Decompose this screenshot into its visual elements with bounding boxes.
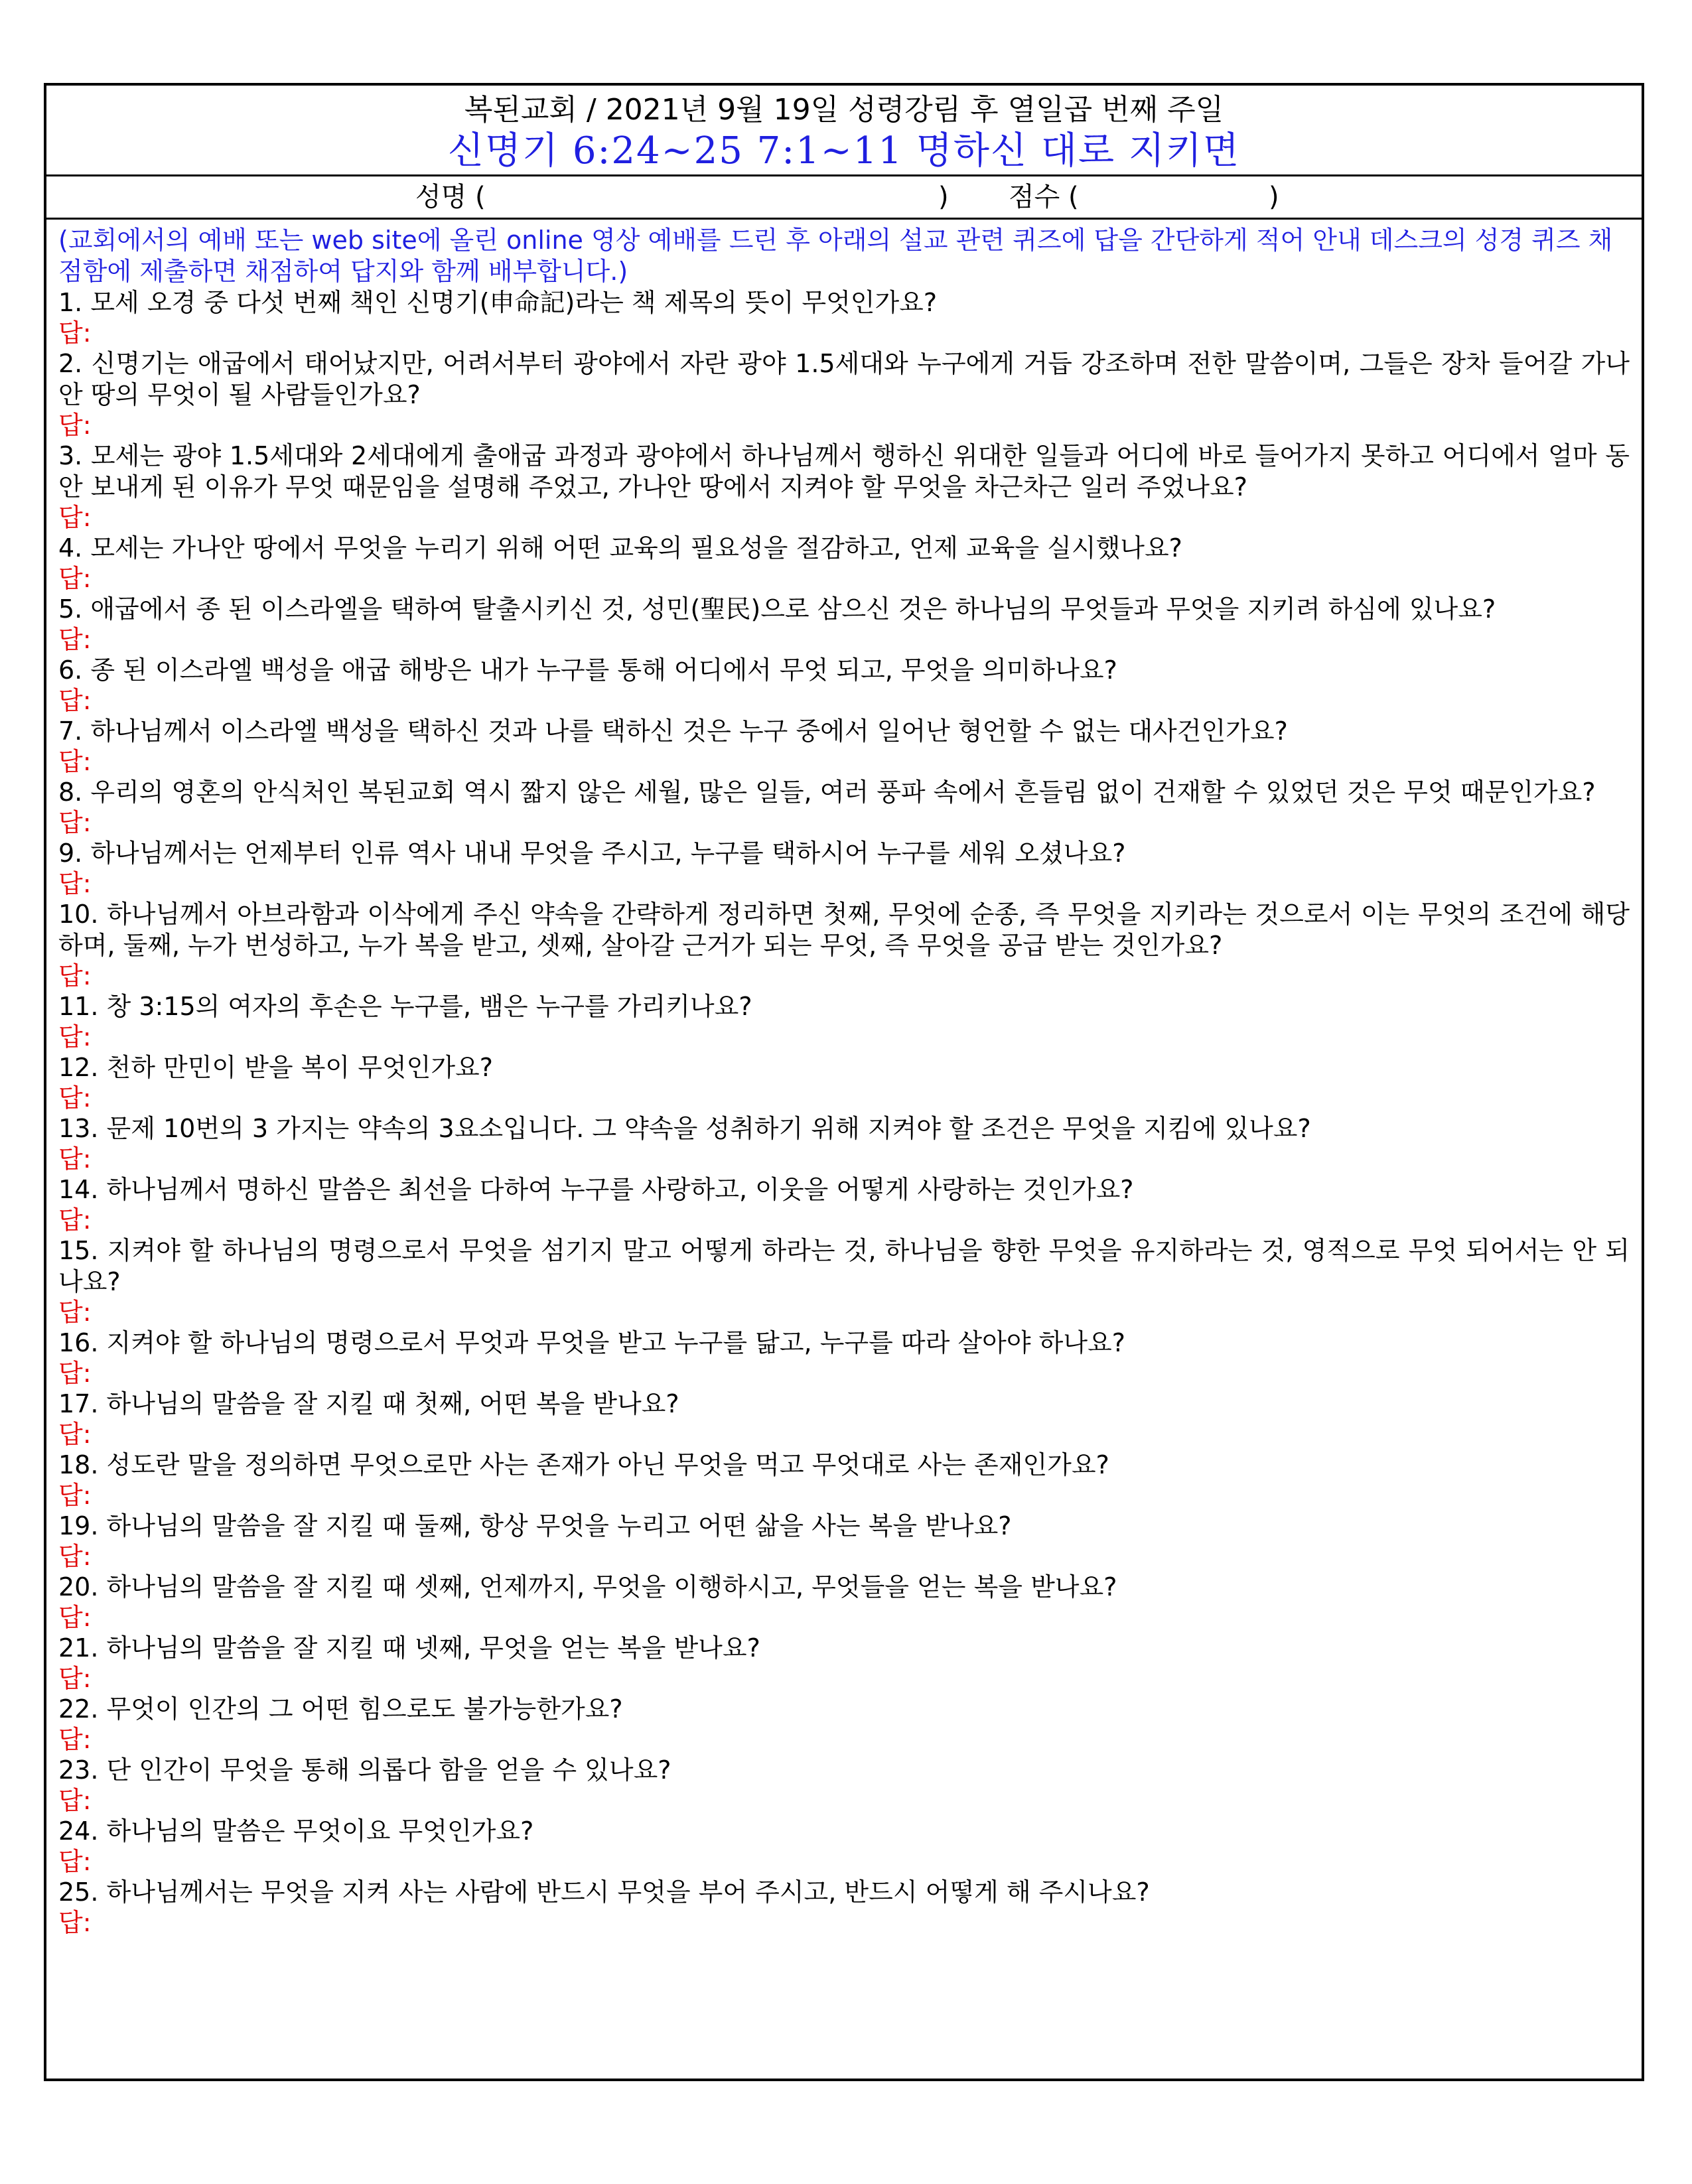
name-close: ) [938, 182, 949, 212]
question-19: 19. 하나님의 말씀을 잘 지킬 때 둘째, 항상 무엇을 누리고 어떤 삶을 사는 복을 받나요? [58, 1511, 1012, 1540]
question-7: 7. 하나님께서 이스라엘 백성을 택하신 것과 나를 택하신 것은 누구 중에서 일어난 형언할 수 없는 대사건인가요? [58, 717, 1288, 746]
answer-label-22: 답: [58, 1725, 92, 1754]
question-22: 22. 무엇이 인간의 그 어떤 힘으로도 불가능한가요? [58, 1694, 623, 1724]
quiz-sheet [44, 83, 1644, 2081]
question-4: 4. 모세는 가나안 땅에서 무엇을 누리기 위해 어떤 교육의 필요성을 절감하고, 언제 교육을 실시했나요? [58, 533, 1182, 563]
answer-label-2: 답: [58, 411, 92, 440]
answer-label-12: 답: [58, 1083, 92, 1113]
answer-label-16: 답: [58, 1359, 92, 1388]
answer-label-8: 답: [58, 808, 92, 837]
answer-label-5: 답: [58, 625, 92, 654]
answer-label-21: 답: [58, 1664, 92, 1693]
question-15: 15. 지켜야 할 하나님의 명령으로서 무엇을 섬기지 말고 어떻게 하라는 것, 하나님을 향한 무엇을 유지하라는 것, 영적으로 무엇 되어서는 안 되나요? [58, 1236, 1630, 1296]
answer-label-17: 답: [58, 1420, 92, 1449]
question-25: 25. 하나님께서는 무엇을 지켜 사는 사람에 반드시 무엇을 부어 주시고, 반드시 어떻게 해 주시나요? [58, 1877, 1150, 1907]
question-17: 17. 하나님의 말씀을 잘 지킬 때 첫째, 어떤 복을 받나요? [58, 1389, 679, 1418]
answer-label-19: 답: [58, 1542, 92, 1571]
instructions: (교회에서의 예배 또는 web site에 올린 online 영상 예배를 드린 후 아래의 설교 관련 퀴즈에 답을 간단하게 적어 안내 데스크의 성경 퀴즈 채점함에 제출하면 채점하여 답지와 함께 배부합니다.) [58, 226, 1613, 286]
sheet-header [46, 86, 1642, 176]
answer-label-13: 답: [58, 1144, 92, 1174]
question-1: 1. 모세 오경 중 다섯 번째 책인 신명기(申命記)라는 책 제목의 뜻이 무엇인가요? [58, 288, 938, 317]
question-2: 2. 신명기는 애굽에서 태어났지만, 어려서부터 광야에서 자란 광야 1.5세대와 누구에게 거듭 강조하며 전한 말씀이며, 그들은 장차 들어갈 가나안 땅의 무엇이 될 사람들인가요? [58, 349, 1630, 409]
question-23: 23. 단 인간이 무엇을 통해 의롭다 함을 얻을 수 있나요? [58, 1755, 671, 1785]
answer-label-9: 답: [58, 869, 92, 898]
question-21: 21. 하나님의 말씀을 잘 지킬 때 넷째, 무엇을 얻는 복을 받나요? [58, 1633, 760, 1663]
answer-label-14: 답: [58, 1205, 92, 1235]
question-13: 13. 문제 10번의 3 가지는 약속의 3요소입니다. 그 약속을 성취하기 위해 지켜야 할 조건은 무엇을 지킴에 있나요? [58, 1114, 1311, 1143]
question-3: 3. 모세는 광야 1.5세대와 2세대에게 출애굽 과정과 광야에서 하나님께서 행하신 위대한 일들과 어디에 바로 들어가지 못하고 어디에서 얼마 동안 보내게 된 이유가 무엇 때문임을 설명해 주었고, 가나안 땅에서 지켜야 할 무엇을 차근차근 일러 주었나요? [58, 441, 1630, 502]
score-label: 점수 ( [1009, 182, 1079, 212]
question-14: 14. 하나님께서 명하신 말씀은 최선을 다하여 누구를 사랑하고, 이웃을 어떻게 사랑하는 것인가요? [58, 1175, 1134, 1204]
service-line: 복된교회 / 2021년 9월 19일 성령강림 후 열일곱 번째 주일 [464, 93, 1224, 127]
answer-label-6: 답: [58, 686, 92, 715]
score-close: ) [1269, 182, 1279, 212]
question-12: 12. 천하 만민이 받을 복이 무엇인가요? [58, 1053, 493, 1082]
sermon-title: 신명기 6:24~25 7:1~11 명하신 대로 지키면 [447, 129, 1241, 172]
name-score-row [46, 176, 1642, 220]
name-label: 성명 ( [415, 182, 486, 212]
answer-label-4: 답: [58, 564, 92, 593]
question-9: 9. 하나님께서는 언제부터 인류 역사 내내 무엇을 주시고, 누구를 택하시어 누구를 세워 오셨나요? [58, 839, 1126, 868]
answer-label-18: 답: [58, 1481, 92, 1510]
answer-label-1: 답: [58, 318, 92, 348]
answer-label-7: 답: [58, 747, 92, 776]
question-8: 8. 우리의 영혼의 안식처인 복된교회 역시 짧지 않은 세월, 많은 일들, 여러 풍파 속에서 흔들림 없이 건재할 수 있었던 것은 무엇 때문인가요? [58, 778, 1596, 807]
answer-label-15: 답: [58, 1298, 92, 1327]
question-16: 16. 지켜야 할 하나님의 명령으로서 무엇과 무엇을 받고 누구를 닮고, 누구를 따라 살아야 하나요? [58, 1328, 1125, 1357]
question-6: 6. 종 된 이스라엘 백성을 애굽 해방은 내가 누구를 통해 어디에서 무엇 되고, 무엇을 의미하나요? [58, 655, 1117, 685]
question-10: 10. 하나님께서 아브라함과 이삭에게 주신 약속을 간략하게 정리하면 첫째, 무엇에 순종, 즉 무엇을 지키라는 것으로서 이는 무엇의 조건에 해당하며, 둘째, 누가 번성하고, 누가 복을 받고, 셋째, 살아갈 근거가 되는 무엇, 즉 무엇을 공급 받는 것인가요? [58, 900, 1630, 960]
answer-label-11: 답: [58, 1022, 92, 1052]
question-5: 5. 애굽에서 종 된 이스라엘을 택하여 탈출시키신 것, 성민(聖民)으로 삼으신 것은 하나님의 무엇들과 무엇을 지키려 하심에 있나요? [58, 594, 1496, 624]
question-18: 18. 성도란 말을 정의하면 무엇으로만 사는 존재가 아닌 무엇을 먹고 무엇대로 사는 존재인가요? [58, 1450, 1109, 1479]
answer-label-25: 답: [58, 1908, 92, 1937]
question-11: 11. 창 3:15의 여자의 후손은 누구를, 뱀은 누구를 가리키나요? [58, 992, 752, 1021]
question-20: 20. 하나님의 말씀을 잘 지킬 때 셋째, 언제까지, 무엇을 이행하시고, 무엇들을 얻는 복을 받나요? [58, 1572, 1117, 1602]
answer-label-20: 답: [58, 1603, 92, 1632]
question-24: 24. 하나님의 말씀은 무엇이요 무엇인가요? [58, 1816, 534, 1846]
answer-label-10: 답: [58, 961, 92, 990]
question-list [46, 220, 1642, 1938]
answer-label-3: 답: [58, 503, 92, 532]
answer-label-24: 답: [58, 1847, 92, 1876]
answer-label-23: 답: [58, 1786, 92, 1815]
